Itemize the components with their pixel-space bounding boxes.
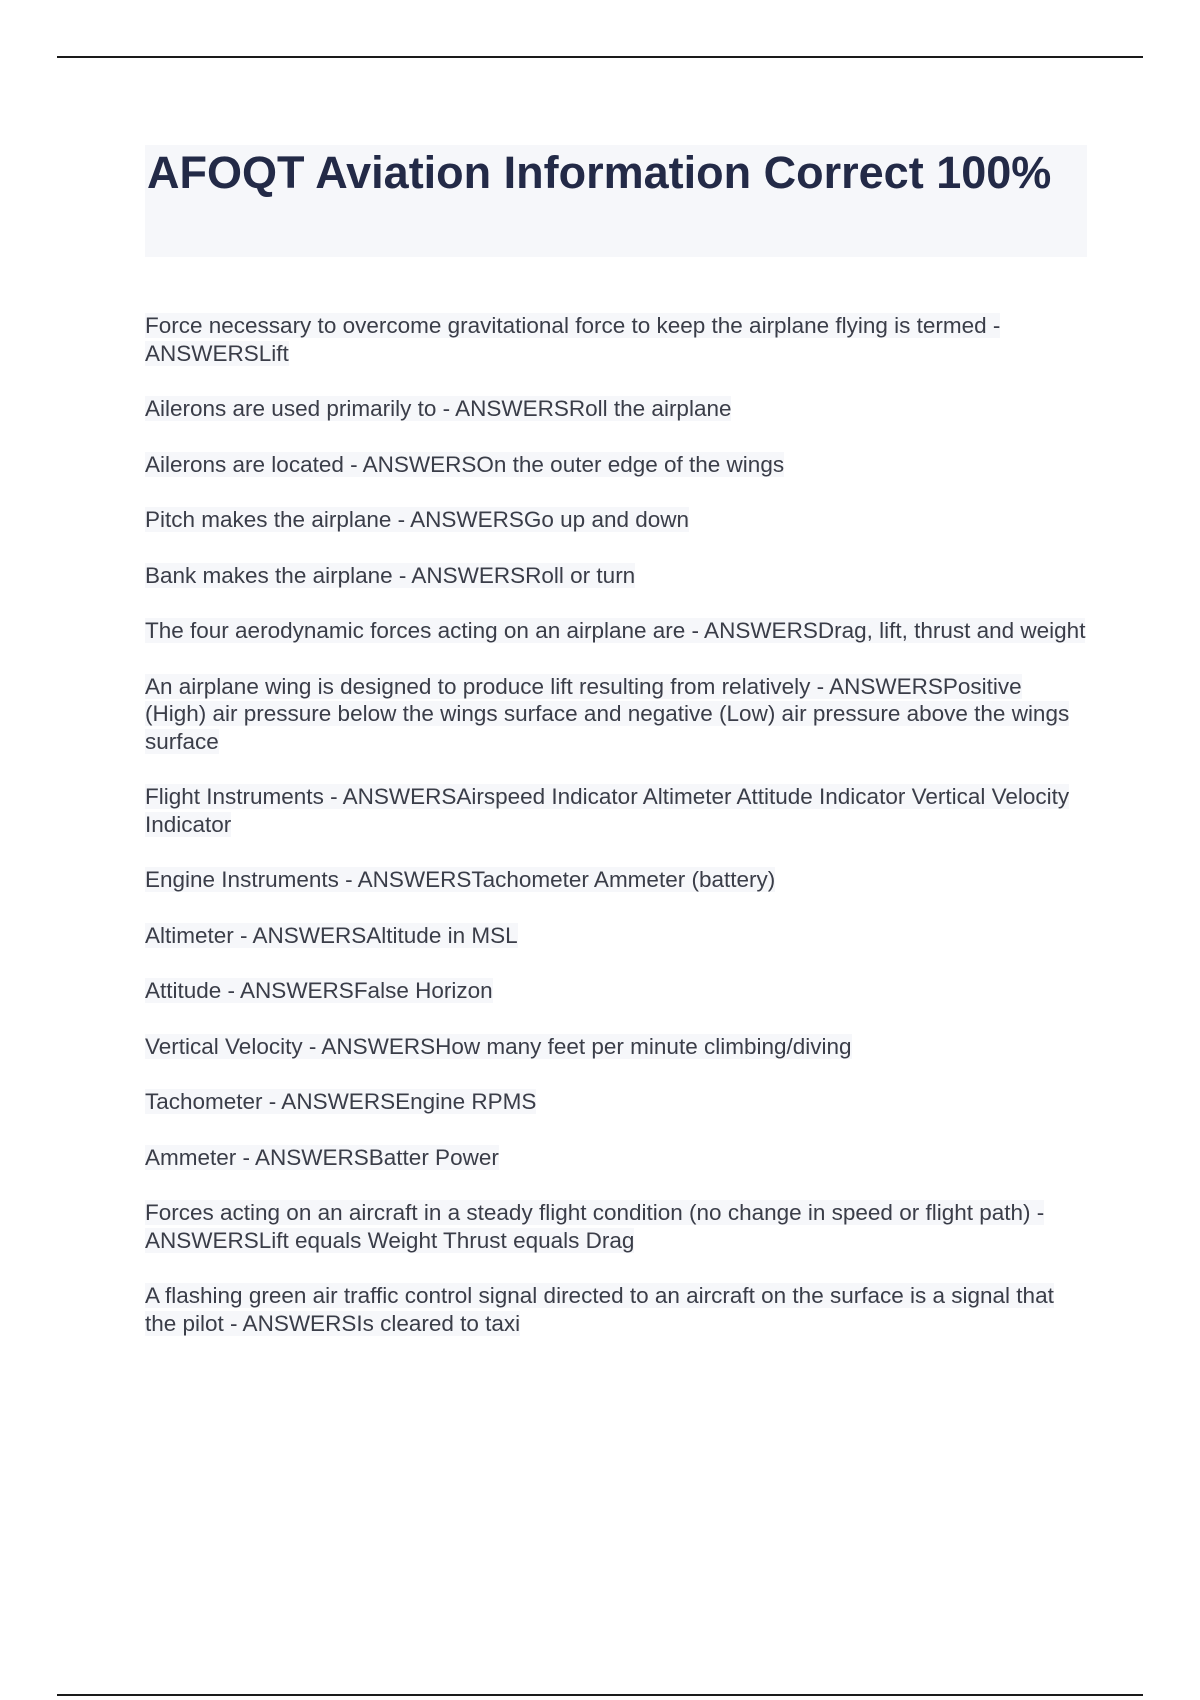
header-rule <box>57 56 1143 58</box>
qa-text: Altimeter - ANSWERSAltitude in MSL <box>145 922 518 948</box>
list-item <box>145 673 1087 756</box>
list-item <box>145 977 1087 1005</box>
list-item <box>145 506 1087 534</box>
list-item <box>145 451 1087 479</box>
list-item <box>145 312 1087 367</box>
qa-text: Vertical Velocity - ANSWERSHow many feet per minute climbing/diving <box>145 1033 852 1059</box>
qa-text: Attitude - ANSWERSFalse Horizon <box>145 978 493 1003</box>
qa-text: Flight Instruments - ANSWERSAirspeed Indicator Altimeter Attitude Indicator Vertical Velocity Indicator <box>145 784 1070 837</box>
list-item <box>145 1199 1087 1254</box>
qa-text: Ailerons are located - ANSWERSOn the outer edge of the wings <box>145 451 785 477</box>
list-item <box>145 866 1087 894</box>
footer-rule <box>57 1694 1143 1696</box>
list-item <box>145 922 1087 950</box>
title-block <box>145 145 1087 257</box>
list-item <box>145 1088 1087 1116</box>
qa-text: An airplane wing is designed to produce lift resulting from relatively - ANSWERSPositive (High) air pressure below the wings surface and negative (Low) air pressure above the wings surface <box>145 673 1070 754</box>
list-item <box>145 562 1087 590</box>
qa-text: Bank makes the airplane - ANSWERSRoll or turn <box>145 562 636 588</box>
qa-text: Forces acting on an aircraft in a steady flight condition (no change in speed or flight path) - ANSWERSLift equals Weight Thrust equals Drag <box>145 1200 1045 1253</box>
list-item <box>145 1144 1087 1172</box>
qa-text: Ammeter - ANSWERSBatter Power <box>145 1144 499 1170</box>
qa-text: The four aerodynamic forces acting on an airplane are - ANSWERSDrag, lift, thrust and weight <box>145 618 1086 643</box>
list-item <box>145 1033 1087 1061</box>
qa-text: Force necessary to overcome gravitational force to keep the airplane flying is termed - ANSWERSLift <box>145 313 1001 366</box>
qa-text: Engine Instruments - ANSWERSTachometer Ammeter (battery) <box>145 867 776 892</box>
list-item <box>145 1282 1087 1337</box>
qa-text: Tachometer - ANSWERSEngine RPMS <box>145 1089 537 1114</box>
qa-list <box>145 312 1087 1365</box>
qa-text: Pitch makes the airplane - ANSWERSGo up and down <box>145 507 690 532</box>
page-title: AFOQT Aviation Information Correct 100% <box>147 147 1052 198</box>
list-item <box>145 783 1087 838</box>
list-item <box>145 617 1087 645</box>
qa-text: A flashing green air traffic control signal directed to an aircraft on the surface is a signal that the pilot - ANSWERSIs cleared to taxi <box>145 1283 1054 1336</box>
qa-text: Ailerons are used primarily to - ANSWERSRoll the airplane <box>145 396 732 421</box>
list-item <box>145 395 1087 423</box>
